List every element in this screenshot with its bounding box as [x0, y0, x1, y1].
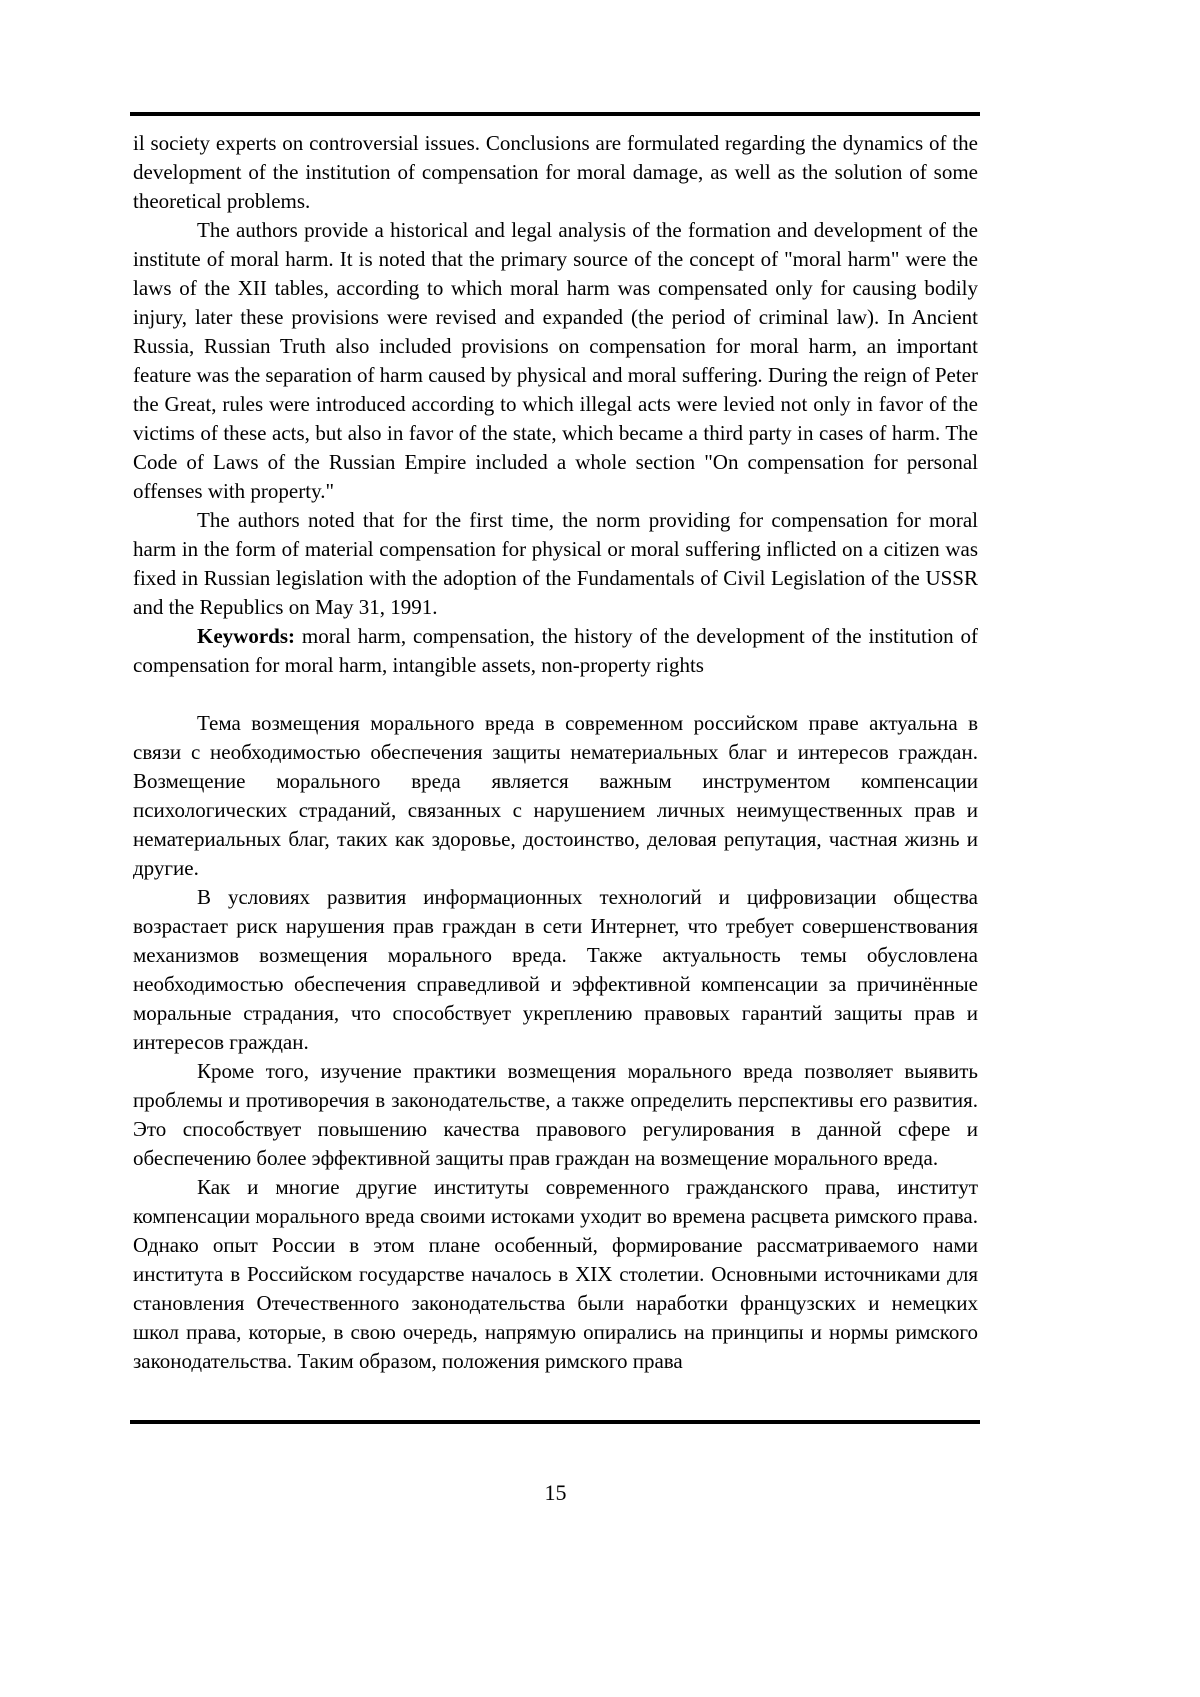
paragraph-ru-roman-law-origins: Как и многие другие институты современного гражданского права, институт компенсации морального вреда своими истоками уходит во времена расцвета римского права. Однако опыт России в этом плане особенный, формирование рассматриваемого нами института в Российском государстве началось в XIX столетии. Основными источниками для становления Отечественного законодательства были наработки французских и немецких школ права, которые, в свою очередь, напрямую опирались на принципы и нормы римского законодательства. Таким образом, положения римского права	[133, 1175, 978, 1373]
paragraph-ru-practice-study: Кроме того, изучение практики возмещения морального вреда позволяет выявить проблемы и противоречия в законодательстве, а также определить перспективы его развития. Это способствует повышению качества правового регулирования в данной сфере и обеспечению более эффективной защиты прав граждан на возмещение морального вреда.	[133, 1059, 978, 1170]
paragraph-ru-topic-relevance: Тема возмещения морального вреда в современном российском праве актуальна в связи с необходимостью обеспечения защиты нематериальных благ и интересов граждан. Возмещение морального вреда является важным инструментом компенсации психологических страданий, связанных с нарушением личных неимущественных прав и нематериальных благ, таких как здоровье, достоинство, деловая репутация, частная жизнь и другие.	[133, 711, 978, 880]
paragraph-ru-digitalization: В условиях развития информационных технологий и цифровизации общества возрастает риск нарушения прав граждан в сети Интернет, что требует совершенствования механизмов возмещения морального вреда. Также актуальность темы обусловлена необходимостью обеспечения справедливой и эффективной компенсации за причинённые моральные страдания, что способствует укреплению правовых гарантий защиты прав и интересов граждан.	[133, 885, 978, 1054]
bottom-rule	[130, 1420, 980, 1424]
section-gap	[133, 680, 978, 709]
top-rule	[130, 112, 980, 116]
keywords-paragraph	[133, 622, 978, 680]
keywords-label: Keywords:	[197, 624, 295, 648]
paragraph-en-authors-noted: The authors noted that for the first time, the norm providing for compensation for moral harm in the form of material compensation for physical or moral suffering inflicted on a citizen was fixed in Russian legislation with the adoption of the Fundamentals of Civil Legislation of the USSR and the Republics on May 31, 1991.	[133, 508, 978, 619]
keywords-text: moral harm, compensation, the history of the development of the institution of compensation for moral harm, intangible assets, non-property rights	[133, 624, 978, 677]
page-body-text	[133, 129, 978, 1415]
paragraph-en-historical-analysis: The authors provide a historical and legal analysis of the formation and development of the institute of moral harm. It is noted that the primary source of the concept of "moral harm" were the laws of the XII tables, according to which moral harm was compensated only for causing bodily injury, later these provisions were revised and expanded (the period of criminal law). In Ancient Russia, Russian Truth also included provisions on compensation for moral harm, an important feature was the separation of harm caused by physical and moral suffering. During the reign of Peter the Great, rules were introduced according to which illegal acts were levied not only in favor of the victims of these acts, but also in favor of the state, which became a third party in cases of harm. The Code of Laws of the Russian Empire included a whole section "On compensation for personal offenses with property."	[133, 218, 978, 503]
page-number: 15	[544, 1480, 567, 1505]
paragraph-en-continuation: il society experts on controversial issues. Conclusions are formulated regarding the dynamics of the development of the institution of compensation for moral damage, as well as the solution of some theoretical problems.	[133, 131, 978, 213]
